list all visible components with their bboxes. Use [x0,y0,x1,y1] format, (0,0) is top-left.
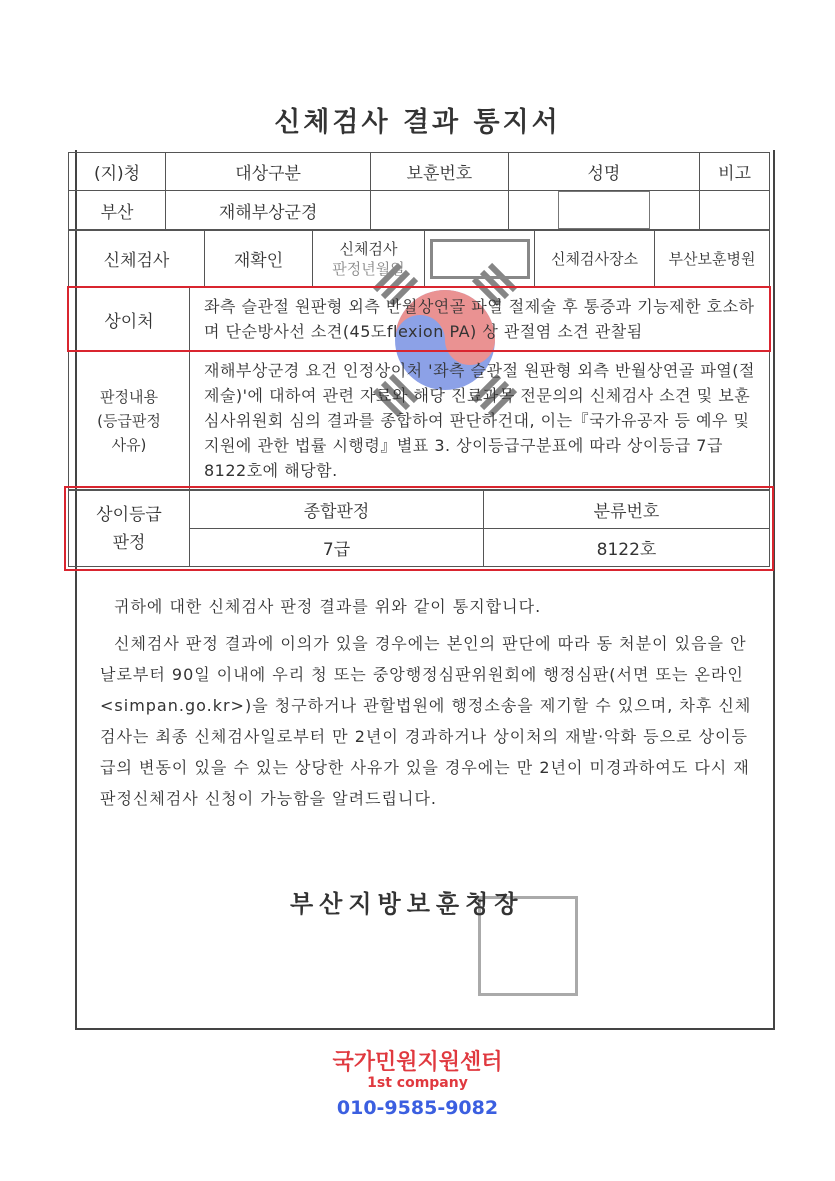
notice-paragraph: 신체검사 판정 결과에 이의가 있을 경우에는 본인의 판단에 따라 동 처분이 있음을 안 날로부터 90일 이내에 우리 청 또는 중앙행정심판위원회에 행정심판(서면 또는 온라인<simpan.go.kr>)을 청구하거나 관할법원에 행정소송을 제기할 수 있으며, 차후 신체검사는 최종 신체검사일로부터 만 2년이 경과하거나 상이처의 재발·악화 등으로 상이등급의 변동이 있을 수 있는 상당한 사유가 있을 경우에는 만 2년이 미경과하여도 다시 재판정신체검사 신청이 가능함을 알려드립니다. [100,634,752,808]
document-title: 신체검사 결과 통지서 [274,107,561,138]
grade-label [69,491,190,567]
header-cell: 성명 [508,153,700,191]
header-cell: (지)청 [69,153,166,191]
exam-date-value [425,231,535,287]
value-cell: 재해부상군경 [166,191,371,230]
grade-table [68,490,770,567]
watermark-name: 국가민원지원센터 [332,1050,503,1075]
injury-label: 상이처 [69,288,190,351]
grade-label-1: 상이등급 [96,504,162,525]
header-cell: 보훈번호 [371,153,508,191]
overall-value: 7급 [190,529,484,567]
watermark-phone: 010-9585-9082 [336,1097,499,1119]
grade-label-2: 판정 [112,532,146,553]
document-body [68,152,770,919]
ruling-table [68,351,770,490]
exam-label: 신체검사 [69,231,205,287]
value-cell: 부산 [69,191,166,230]
info-table [68,152,770,230]
header-row [69,153,770,191]
code-value: 8122호 [484,529,770,567]
header-cell: 비고 [700,153,770,191]
exam-place-value: 부산보훈병원 [655,231,770,287]
ruling-label [69,352,190,490]
date-label-line2: 판정년월일 [332,259,405,278]
issuer-signature: 부산지방보훈청장 [290,890,524,918]
ruling-label-1: 판정내용 [100,387,158,406]
ruling-label-2: (등급판정 [97,411,161,430]
header-cell: 대상구분 [166,153,371,191]
injury-table [68,287,770,351]
date-label-line1: 신체검사 [339,239,398,258]
exam-table [68,230,770,287]
exam-type: 재확인 [205,231,313,287]
code-label: 분류번호 [484,491,770,529]
ruling-label-3: 사유) [111,435,147,454]
ruling-text: 재해부상군경 요건 인정상이처 '좌측 슬관절 원판형 외측 반월상연골 파열(절제술)'에 대하여 관련 자료와 해당 진료과목 전문의의 신체검사 소견 및 보훈심사위원회 심의 결과를 종합하여 판단하건대, 이는『국가유공자 등 예우 및 지원에 관한 법률 시행령』별표 3. 상이등급구분표에 따라 상이등급 7급 8122호에 해당함. [190,352,770,490]
notice-body [100,591,760,814]
watermark-sub: 1st company [367,1075,468,1091]
exam-place-label: 신체검사장소 [535,231,655,287]
injury-text: 좌측 슬관절 원판형 외측 반월상연골 파열 절제술 후 통증과 기능제한 호소하며 단순방사선 소견(45도flexion PA) 상 관절염 소견 관찰됨 [190,288,770,351]
value-cell [371,191,508,230]
overall-label: 종합판정 [190,491,484,529]
value-cell-name [508,191,700,230]
notice-paragraph: 귀하에 대한 신체검사 판정 결과를 위와 같이 통지합니다. [114,597,542,616]
exam-date-label [313,231,425,287]
value-row [69,191,770,230]
value-cell [700,191,770,230]
